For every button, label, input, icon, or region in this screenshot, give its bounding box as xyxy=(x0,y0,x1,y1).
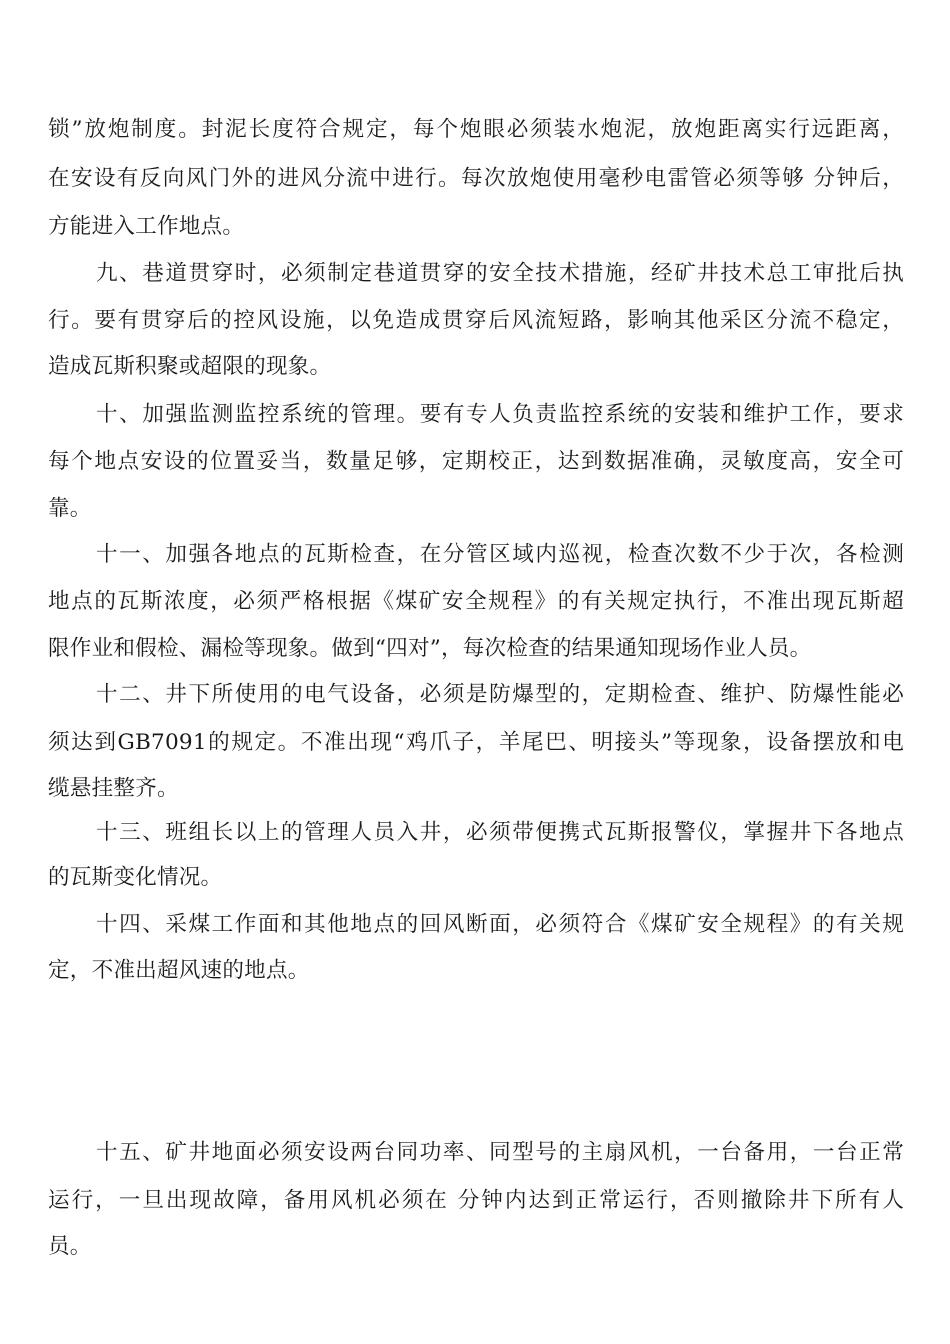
text-line: 须达到GB7091的规定。不准出现“鸡爪子，羊尾巴、明接头”等现象，设备摆放和电 xyxy=(48,730,904,755)
paragraph-9-first-line: 九、巷道贯穿时，必须制定巷道贯穿的安全技术措施，经矿井技术总工审批后执 xyxy=(96,261,904,286)
text-line: 行。要有贯穿后的控风设施，以免造成贯穿后风流短路，影响其他采区分流不稳定， xyxy=(48,308,904,333)
paragraph-11-first-line: 十一、加强各地点的瓦斯检查，在分管区域内巡视，检查次数不少于次，各检测 xyxy=(96,542,904,567)
text-line: 的瓦斯变化情况。 xyxy=(48,865,223,890)
text-line: 员。 xyxy=(48,1234,92,1259)
text-line: 锁”放炮制度。封泥长度符合规定，每个炮眼必须装水炮泥，放炮距离实行远距离， xyxy=(48,117,904,142)
text-line: 每个地点安设的位置妥当，数量足够，定期校正，达到数据准确，灵敏度高，安全可 xyxy=(48,449,904,474)
text-line: 造成瓦斯积聚或超限的现象。 xyxy=(48,354,332,379)
text-line: 地点的瓦斯浓度，必须严格根据《煤矿安全规程》的有关规定执行，不准出现瓦斯超 xyxy=(48,589,904,614)
text-line: 靠。 xyxy=(48,496,92,521)
text-line: 缆悬挂整齐。 xyxy=(48,776,179,801)
text-line: 方能进入工作地点。 xyxy=(48,214,245,239)
paragraph-15-first-line: 十五、矿井地面必须安设两台同功率、同型号的主扇风机，一台备用，一台正常 xyxy=(96,1140,904,1165)
text-line: 运行，一旦出现故障，备用风机必须在 分钟内达到正常运行，否则撤除井下所有人 xyxy=(48,1188,904,1213)
paragraph-10-first-line: 十、加强监测监控系统的管理。要有专人负责监控系统的安装和维护工作，要求 xyxy=(96,402,904,427)
paragraph-13-first-line: 十三、班组长以上的管理人员入井，必须带便携式瓦斯报警仪，掌握井下各地点 xyxy=(96,820,904,845)
text-line: 在安设有反向风门外的进风分流中进行。每次放炮使用毫秒电雷管必须等够 分钟后， xyxy=(48,166,904,191)
paragraph-14-first-line: 十四、采煤工作面和其他地点的回风断面，必须符合《煤矿安全规程》的有关规 xyxy=(96,912,904,937)
paragraph-12-first-line: 十二、井下所使用的电气设备，必须是防爆型的，定期检查、维护、防爆性能必 xyxy=(96,682,904,707)
text-line: 限作业和假检、漏检等现象。做到“四对”，每次检查的结果通知现场作业人员。 xyxy=(48,636,812,661)
text-line: 定，不准出超风速的地点。 xyxy=(48,958,310,983)
